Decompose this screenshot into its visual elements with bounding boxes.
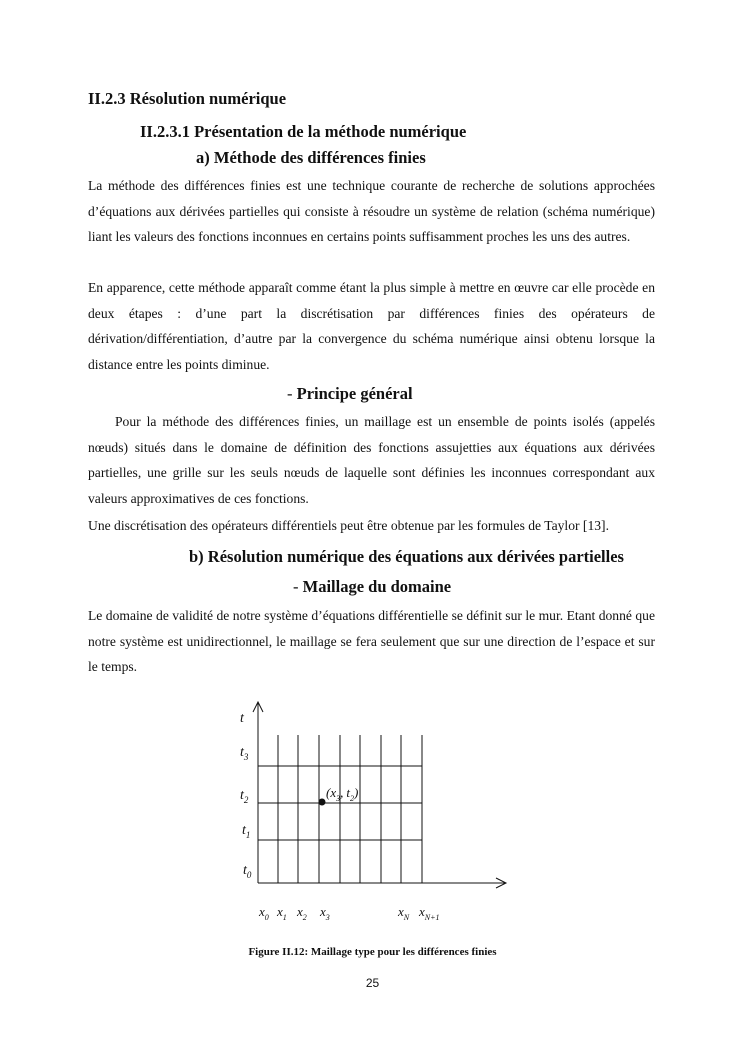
- tick-label-x2: $x_2$: [297, 904, 307, 922]
- page-number: 25: [365, 976, 380, 990]
- subsection-heading-b: b) Résolution numérique des équations aux dérivées partielles: [189, 547, 624, 566]
- paragraph-5: Le domaine de validité de notre système d’équations différentielle se définit sur le mur. Etant donné que notre système est unidirectionnel, le maillage se fera seulement que sur une direction de l’espace et sur le temps.: [88, 608, 655, 675]
- tick-label-x0: $x_0$: [259, 904, 269, 922]
- axes: [253, 702, 506, 888]
- section-heading-2-3-1: II.2.3.1 Présentation de la méthode numérique: [140, 122, 467, 141]
- paragraph-4: Une discrétisation des opérateurs différentiels peut être obtenue par les formules de Taylor [13].: [88, 518, 609, 533]
- tick-label-x1: $x_1$: [277, 904, 287, 922]
- node-point-label: ($x_3$, $t_2$): [326, 785, 359, 803]
- section-heading-2-3: II.2.3 Résolution numérique: [88, 89, 287, 108]
- subsection-heading-a: a) Méthode des différences finies: [196, 148, 426, 167]
- tick-label-xN: $x_N$: [398, 904, 410, 922]
- tick-label-xN1: $x_{N+1}$: [419, 904, 440, 922]
- subheading-principe-text: Principe général: [296, 384, 413, 403]
- dash-marker: -: [293, 577, 303, 596]
- tick-label-t1: $t_1$: [242, 823, 251, 840]
- tick-label-t0: $t_0$: [243, 863, 252, 880]
- paragraph-1: La méthode des différences finies est une technique courante de recherche de solutions approchées d’équations aux dérivées partielles qui consiste à résoudre un système de relation (schéma numérique) liant les valeurs des fonctions inconnues en certains points suffisamment proches les uns des autres.: [88, 178, 655, 245]
- subheading-maillage-text: Maillage du domaine: [302, 577, 452, 596]
- tick-label-t2: $t_2$: [240, 788, 249, 805]
- grid-lines: [258, 735, 422, 883]
- node-point: [319, 799, 326, 806]
- tick-label-x3: $x_3$: [320, 904, 330, 922]
- t-axis-label: t: [240, 711, 244, 726]
- figure-caption: Figure II.12: Maillage type pour les différences finies: [248, 946, 497, 958]
- tick-label-t3: $t_3$: [240, 745, 249, 762]
- paragraph-3: Pour la méthode des différences finies, un maillage est un ensemble de points isolés (appelés nœuds) situés dans le domaine de définition des fonctions assujetties aux équations aux dérivées partielles, une grille sur les seuls nœuds de laquelle sont définies les inconnues correspondant aux valeurs approximatives de ces fonctions.: [88, 414, 655, 506]
- paragraph-2: En apparence, cette méthode apparaît comme étant la plus simple à mettre en œuvre car elle procède en deux étapes : d’une part la discrétisation par différences finies des opérateurs de dérivation/différentiation, d’autre par la convergence du schéma numérique ainsi obtenu lorsque la distance entre les points diminue.: [88, 280, 655, 372]
- dash-marker: -: [287, 384, 297, 403]
